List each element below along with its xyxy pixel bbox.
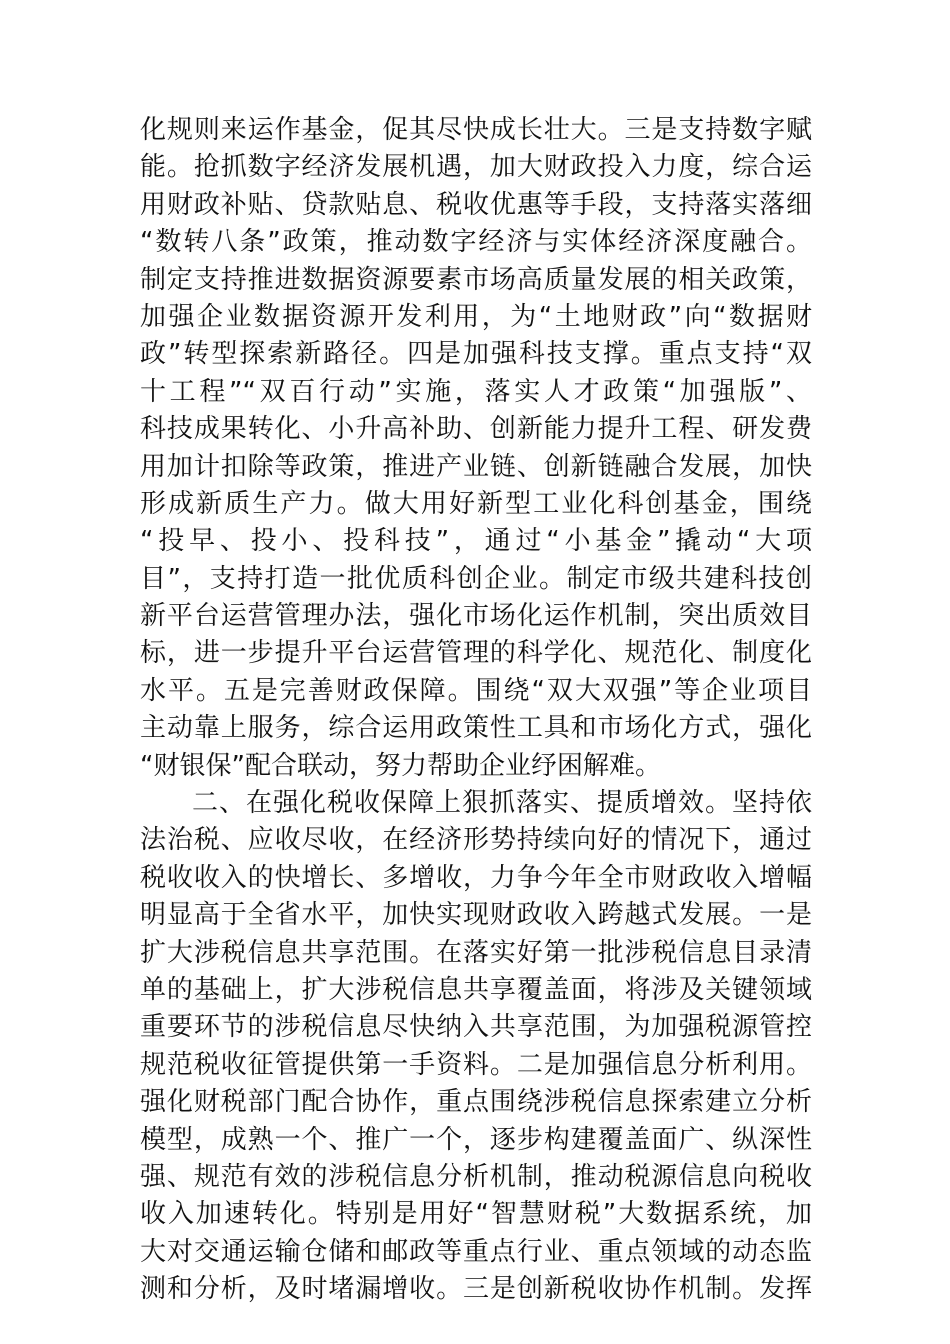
text-line: 主动靠上服务，综合运用政策性工具和市场化方式，强化 bbox=[140, 713, 812, 744]
text-line: “数转八条”政策，推动数字经济与实体经济深度融合。 bbox=[140, 227, 812, 258]
text-line: 能。抢抓数字经济发展机遇，加大财政投入力度，综合运 bbox=[140, 152, 812, 183]
text-line: 加强企业数据资源开发利用，为“土地财政”向“数据财 bbox=[140, 301, 812, 332]
paragraph-start-line: 二、在强化税收保障上狠抓落实、提质增效。坚持依 bbox=[192, 788, 812, 819]
text-line: 明显高于全省水平，加快实现财政收入跨越式发展。一是 bbox=[140, 900, 812, 931]
text-line: “投早、投小、投科技”，通过“小基金”撬动“大项 bbox=[140, 526, 812, 557]
text-line: 十工程”“双百行动”实施，落实人才政策“加强版”、 bbox=[140, 376, 812, 407]
text-line: 收入加速转化。特别是用好“智慧财税”大数据系统，加 bbox=[140, 1199, 812, 1230]
text-line: 法治税、应收尽收，在经济形势持续向好的情况下，通过 bbox=[140, 825, 812, 856]
text-line: 制定支持推进数据资源要素市场高质量发展的相关政策， bbox=[140, 264, 812, 295]
text-line: 形成新质生产力。做大用好新型工业化科创基金，围绕 bbox=[140, 488, 812, 519]
text-line: 政”转型探索新路径。四是加强科技支撑。重点支持“双 bbox=[140, 339, 812, 370]
text-line: 大对交通运输仓储和邮政等重点行业、重点领域的动态监 bbox=[140, 1236, 812, 1267]
body-text bbox=[140, 112, 812, 1309]
text-line: 扩大涉税信息共享范围。在落实好第一批涉税信息目录清 bbox=[140, 937, 812, 968]
text-line: 水平。五是完善财政保障。围绕“双大双强”等企业项目 bbox=[140, 675, 812, 706]
text-line: 目”，支持打造一批优质科创企业。制定市级共建科技创 bbox=[140, 563, 812, 594]
text-line: 规范税收征管提供第一手资料。二是加强信息分析利用。 bbox=[140, 1049, 812, 1080]
text-line: 用财政补贴、贷款贴息、税收优惠等手段，支持落实落细 bbox=[140, 189, 812, 220]
text-line: 科技成果转化、小升高补助、创新能力提升工程、研发费 bbox=[140, 414, 812, 445]
text-line: 测和分析，及时堵漏增收。三是创新税收协作机制。发挥 bbox=[140, 1274, 812, 1305]
text-line: 模型，成熟一个、推广一个，逐步构建覆盖面广、纵深性 bbox=[140, 1124, 812, 1155]
text-line: 税收收入的快增长、多增收，力争今年全市财政收入增幅 bbox=[140, 862, 812, 893]
text-line: 用加计扣除等政策，推进产业链、创新链融合发展，加快 bbox=[140, 451, 812, 482]
text-line: 标，进一步提升平台运营管理的科学化、规范化、制度化 bbox=[140, 638, 812, 669]
text-line: 强化财税部门配合协作，重点围绕涉税信息探索建立分析 bbox=[140, 1087, 812, 1118]
text-line: 化规则来运作基金，促其尽快成长壮大。三是支持数字赋 bbox=[140, 115, 812, 145]
text-line: 重要环节的涉税信息尽快纳入共享范围，为加强税源管控 bbox=[140, 1012, 812, 1043]
text-line: 新平台运营管理办法，强化市场化运作机制，突出质效目 bbox=[140, 601, 812, 632]
text-line: 强、规范有效的涉税信息分析机制，推动税源信息向税收 bbox=[140, 1161, 812, 1192]
text-line: 单的基础上，扩大涉税信息共享覆盖面，将涉及关键领域 bbox=[140, 974, 812, 1005]
paragraph-end-line: “财银保”配合联动，努力帮助企业纾困解难。 bbox=[140, 750, 661, 781]
